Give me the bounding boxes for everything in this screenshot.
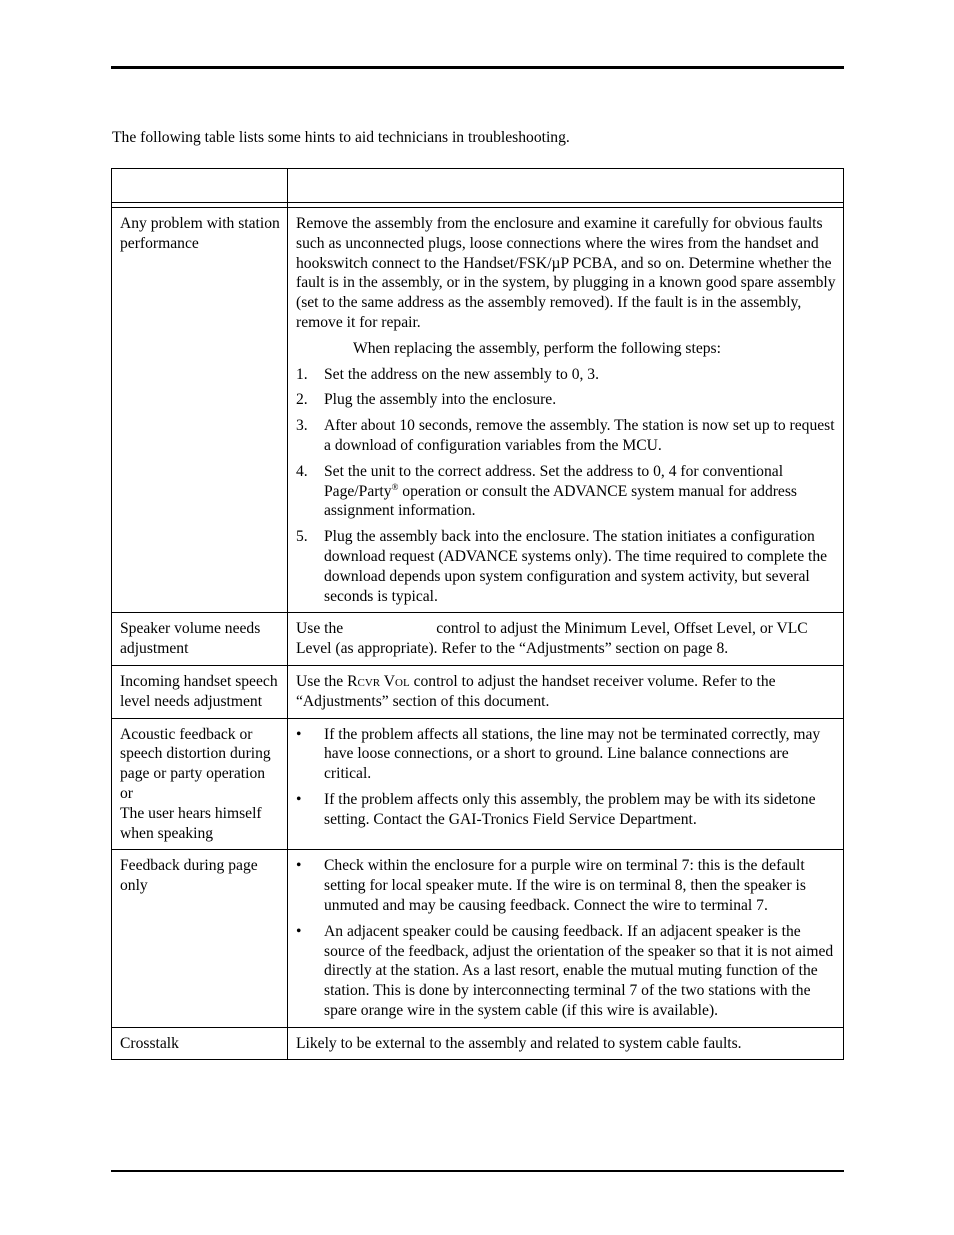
bullet-icon: •	[296, 725, 302, 743]
problem-line: Acoustic feedback or speech distortion during page or party operation	[120, 725, 271, 783]
step-text: Plug the assembly back into the enclosure. The station initiates a configuration download request (ADVANCE systems only). The time required to complete the download depends upon system configuration and system activity, but several seconds is typical.	[324, 528, 828, 605]
list-item	[296, 922, 837, 1021]
step-number: 5.	[296, 528, 308, 546]
list-item	[296, 365, 837, 385]
problem-cell	[112, 718, 288, 850]
step-number: 4.	[296, 462, 308, 480]
registered-mark: ®	[391, 481, 399, 492]
bullet-icon: •	[296, 790, 302, 808]
action-cell	[288, 613, 844, 666]
action-text-part: control to adjust the handset receiver volume. Refer to the “Adjustments” section of this document.	[296, 672, 776, 710]
control-name: Rcvr Vol	[347, 672, 410, 690]
bullet-text: If the problem affects all stations, the line may not be terminated correctly, may have loose connections, or a short to ground. Line balance connections are critical.	[324, 725, 821, 783]
table-row	[112, 665, 844, 718]
table-header-row	[112, 169, 844, 203]
problem-line: The user hears himself when speaking	[120, 804, 262, 842]
step-text: Set the address on the new assembly to 0, 3.	[324, 365, 600, 383]
step-number: 2.	[296, 391, 308, 409]
action-cell	[288, 208, 844, 613]
table-row	[112, 613, 844, 666]
list-item	[296, 725, 837, 784]
table-row	[112, 850, 844, 1027]
bullet-text: Check within the enclosure for a purple wire on terminal 7: this is the default setting for local speaker mute. If the wire is on terminal 8, then the speaker is unmuted and may be causing feedback. Connect the wire to terminal 7.	[324, 857, 806, 914]
action-cell	[288, 718, 844, 850]
step-text: Plug the assembly into the enclosure.	[324, 391, 557, 409]
action-text-part: Use the	[296, 620, 344, 638]
header-cell-problem	[112, 169, 288, 203]
step-text	[324, 462, 837, 521]
steps-intro: When replacing the assembly, perform the following steps:	[353, 339, 721, 357]
step-text: After about 10 seconds, remove the assembly. The station is now set up to request a download of configuration variables from the MCU.	[324, 417, 835, 454]
list-item	[296, 790, 837, 830]
action-cell	[288, 665, 844, 718]
action-text-part: Use the	[296, 672, 348, 690]
bullet-text: If the problem affects only this assembly, the problem may be with its sidetone setting. Contact the GAI-Tronics Field Service Department.	[324, 790, 816, 828]
problem-cell: Feedback during page only	[112, 850, 288, 1027]
step-number: 1.	[296, 365, 308, 383]
problem-cell: Crosstalk	[112, 1027, 288, 1060]
intro-text: The following table lists some hints to aid technicians in troubleshooting.	[112, 129, 570, 146]
problem-cell: Speaker volume needs adjustment	[112, 613, 288, 666]
table-row	[112, 208, 844, 613]
step-number: 3.	[296, 417, 308, 435]
step-text-part: Set the unit to the correct address. Set the address to 0, 4 for conventional Page/Party	[324, 462, 784, 500]
bullet-icon: •	[296, 857, 302, 875]
list-item	[296, 856, 837, 915]
table-row	[112, 718, 844, 850]
step-text-part: operation or consult the ADVANCE system manual for address assignment information.	[324, 482, 797, 520]
footer-rule	[111, 1170, 844, 1172]
action-paragraph: Remove the assembly from the enclosure and examine it carefully for obvious faults such as unconnected plugs, loose connections where the wires from the handset and hookswitch connect to the Handset/FSK/µP PCBA, and so on. Determine whether the fault is in the assembly, or in the system, by plugging in a known good spare assembly (set to the same address as the assembly removed). If the fault is in the assembly, remove it for repair.	[296, 215, 836, 331]
action-cell: Likely to be external to the assembly and related to system cable faults.	[288, 1027, 844, 1060]
header-rule	[111, 66, 844, 69]
bullet-icon: •	[296, 922, 302, 940]
problem-cell: Incoming handset speech level needs adjustment	[112, 665, 288, 718]
problem-line: or	[120, 784, 133, 802]
list-item	[296, 416, 837, 456]
troubleshooting-table	[111, 168, 844, 1060]
table-row	[112, 1027, 844, 1060]
problem-cell: Any problem with station performance	[112, 208, 288, 613]
list-item	[296, 462, 837, 521]
action-cell	[288, 850, 844, 1027]
header-cell-action	[288, 169, 844, 203]
action-text-part: control to adjust the Minimum Level, Offset Level, or VLC Level (as appropriate). Refer to the “Adjustments” section on page 8.	[296, 620, 808, 658]
list-item	[296, 527, 837, 606]
list-item	[296, 390, 837, 410]
bullet-text: An adjacent speaker could be causing feedback. If an adjacent speaker is the source of the feedback, adjust the orientation of the speaker so that it is not aimed directly at the station. As a last resort, enable the mutual muting function of the station. This is done by interconnecting terminal 7 of the two stations with the spare orange wire in the system cable (if this wire is available).	[324, 922, 834, 1019]
